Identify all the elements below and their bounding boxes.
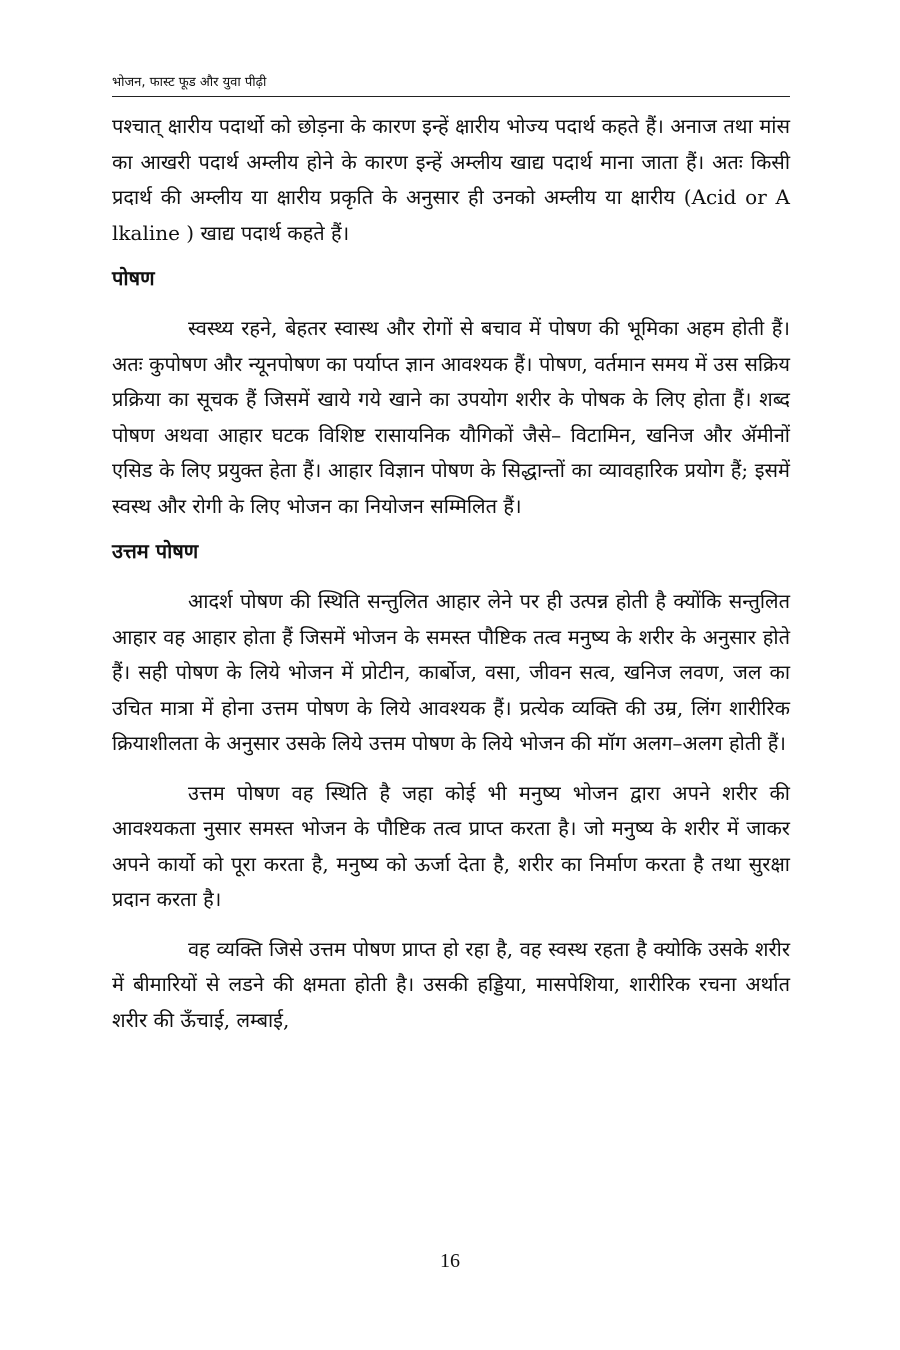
- paragraph-uttam-poshan-3: वह व्यक्ति जिसे उत्तम पोषण प्राप्त हो रहा है, वह स्वस्थ रहता है क्योकि उसके शरीर में बीमारियों से लडने की क्षमता होती है। उसकी हड्डिया, मासपेशिया, शारीरिक रचना अर्थात शरीर की ऊँचाई, लम्बाई,: [112, 936, 790, 1032]
- running-header: भोजन, फास्ट फूड और युवा पीढ़ी: [112, 72, 790, 97]
- paragraph-uttam-poshan-1: आदर्श पोषण की स्थिति सन्तुलित आहार लेने पर ही उत्पन्न होती है क्योंकि सन्तुलित आहार वह आहार होता हैं जिसमें भोजन के समस्त पौष्टिक तत्व मनुष्य के शरीर के अनुसार होते हैं। सही पोषण के लिये भोजन में प्रोटीन, कार्बोज, वसा, जीवन सत्व, खनिज लवण, जल का उचित मात्रा में होना उत्तम पोषण के लिये आवश्यक हैं। प्रत्येक व्यक्ति की उम्र, लिंग शारीरिक क्रियाशीलता के अनुसार उसके लिये उत्तम पोषण के लिये भोजन की मॉग अलग–अलग होती हैं।: [112, 589, 790, 755]
- document-page: [112, 72, 790, 1038]
- paragraph-uttam-poshan-2: उत्तम पोषण वह स्थिति है जहा कोई भी मनुष्य भोजन द्वारा अपने शरीर की आवश्यकता नुसार समस्त भोजन के पौष्टिक तत्व प्राप्त करता है। जो मनुष्य के शरीर में जाकर अपने कार्यो को पूरा करता है, मनुष्य को ऊर्जा देता है, शरीर का निर्माण करता है तथा सुरक्षा प्रदान करता है।: [112, 780, 790, 911]
- paragraph-intro: पश्चात् क्षारीय पदार्थो को छोड़ना के कारण इन्हें क्षारीय भोज्य पदार्थ कहते हैं। अनाज तथा मांस का आखरी पदार्थ अम्लीय होने के कारण इन्हें अम्लीय खाद्य पदार्थ माना जाता हैं। अतः किसी प्रदार्थ की अम्लीय या क्षारीय प्रकृति के अनुसार ही उनको अम्लीय या क्षारीय (Acid or A lkaline ) खाद्य पदार्थ कहते हैं।: [112, 114, 790, 245]
- paragraph-poshan: स्वस्थ्य रहने, बेहतर स्वास्थ और रोगों से बचाव में पोषण की भूमिका अहम होती हैं। अतः कुपोषण और न्यूनपोषण का पर्याप्त ज्ञान आवश्यक हैं। पोषण, वर्तमान समय में उस सक्रिय प्रक्रिया का सूचक हैं जिसमें खाये गये खाने का उपयोग शरीर के पोषक के लिए होता हैं। शब्द पोषण अथवा आहार घटक विशिष्ट रासायनिक यौगिकों जैसे– विटामिन, खनिज और ॲमीनों एसिड के लिए प्रयुक्त हेता हैं। आहार विज्ञान पोषण के सिद्धान्तों का व्यावहारिक प्रयोग हैं; इसमें स्वस्थ और रोगी के लिए भोजन का नियोजन सम्मिलित हैं।: [112, 316, 790, 518]
- section-heading-poshan: पोषण: [112, 266, 155, 290]
- section-heading-uttam-poshan: उत्तम पोषण: [112, 539, 199, 563]
- page-number: 16: [440, 1250, 460, 1272]
